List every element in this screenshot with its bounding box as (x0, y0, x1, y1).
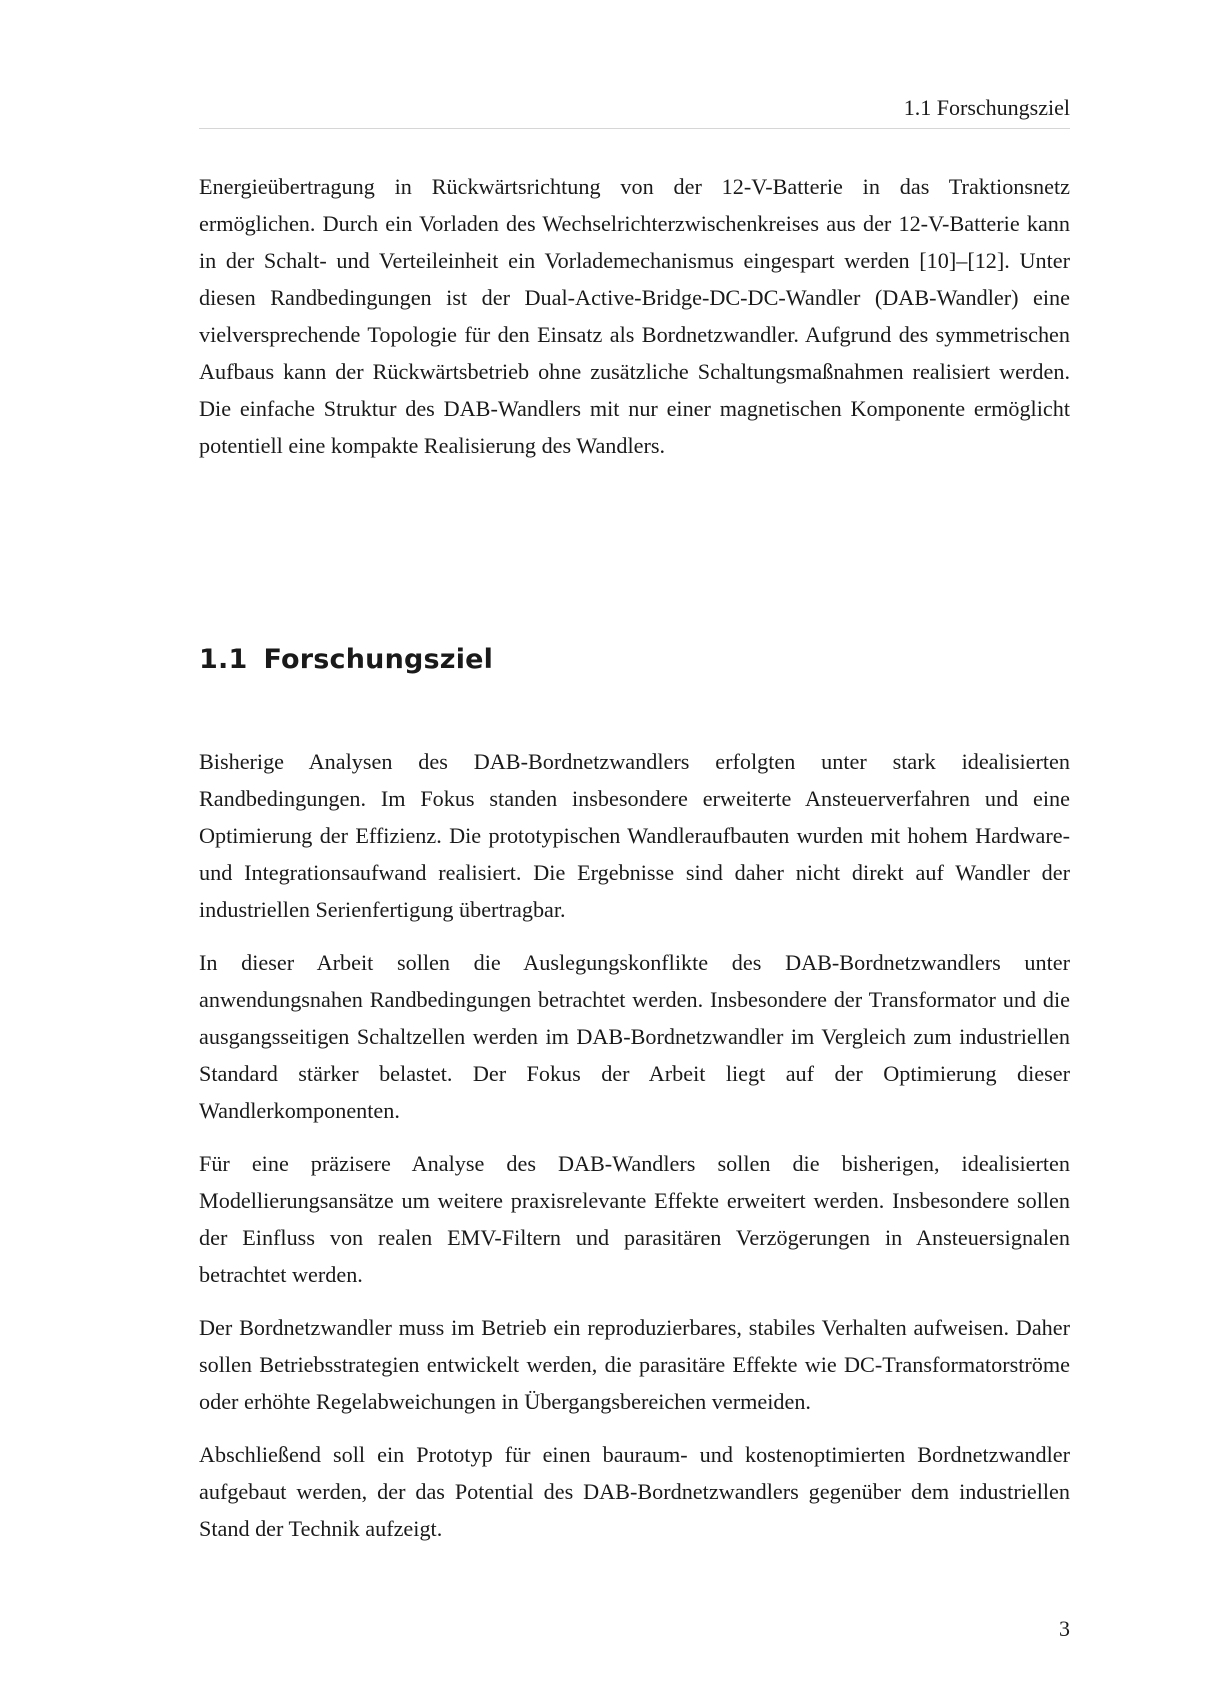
section-paragraph-4: Der Bordnetzwandler muss im Betrieb ein reproduzierbares, stabiles Verhalten aufweisen. Daher sollen Betriebsstrategien entwickelt werden, die parasitäre Effekte wie DC-Transformatorströme oder erhöhte Regelabweichungen in Übergangsbereichen vermeiden. (199, 1315, 1070, 1414)
intro-text-block (199, 168, 1070, 464)
running-header-title: 1.1 Forschungsziel (903, 95, 1070, 120)
section-paragraph-3: Für eine präzisere Analyse des DAB-Wandlers sollen die bisherigen, idealisierten Modellierungsansätze um weitere praxisrelevante Effekte erweitert werden. Insbesondere sollen der Einfluss von realen EMV-Filtern und parasitären Verzögerungen in Ansteuersignalen betrachtet werden. (199, 1151, 1070, 1287)
section-paragraph-1: Bisherige Analysen des DAB-Bordnetzwandlers erfolgten unter stark idealisierten Randbedingungen. Im Fokus standen insbesondere erweiterte Ansteuerverfahren und eine Optimierung der Effizienz. Die prototypischen Wandleraufbauten wurden mit hohem Hardware- und Integrationsaufwand realisiert. Die Ergebnisse sind daher nicht direkt auf Wandler der industriellen Serienfertigung übertragbar. (199, 749, 1070, 922)
section-body (199, 743, 1070, 1547)
section-heading (199, 642, 493, 678)
section-paragraph-2: In dieser Arbeit sollen die Auslegungskonflikte des DAB-Bordnetzwandlers unter anwendungsnahen Randbedingungen betrachtet werden. Insbesondere der Transformator und die ausgangsseitigen Schaltzellen werden im DAB-Bordnetzwandler im Vergleich zum industriellen Standard stärker belastet. Der Fokus der Arbeit liegt auf der Optimierung dieser Wandlerkomponenten. (199, 950, 1070, 1123)
page-number: 3 (1059, 1616, 1070, 1641)
section-number: 1.1 (199, 644, 248, 675)
section-title: Forschungsziel (263, 644, 494, 675)
intro-paragraph: Energieübertragung in Rückwärtsrichtung von der 12-V-Batterie in das Traktionsnetz ermöglichen. Durch ein Vorladen des Wechselrichterzwischenkreises aus der 12-V-Batterie kann in der Schalt- und Verteileinheit ein Vorlademechanismus eingespart werden [10]–[12]. Unter diesen Randbedingungen ist der Dual-Active-Bridge-DC-DC-Wandler (DAB-Wandler) eine vielversprechende Topologie für den Einsatz als Bordnetzwandler. Aufgrund des symmetrischen Aufbaus kann der Rückwärtsbetrieb ohne zusätzliche Schaltungsmaßnahmen realisiert werden. Die einfache Struktur des DAB-Wandlers mit nur einer magnetischen Komponente ermöglicht potentiell eine kompakte Realisierung des Wandlers. (199, 174, 1070, 458)
running-header (199, 94, 1070, 129)
section-paragraph-5: Abschließend soll ein Prototyp für einen bauraum- und kostenoptimierten Bordnetzwandler aufgebaut werden, der das Potential des DAB-Bordnetzwandlers gegenüber dem industriellen Stand der Technik aufzeigt. (199, 1442, 1070, 1541)
